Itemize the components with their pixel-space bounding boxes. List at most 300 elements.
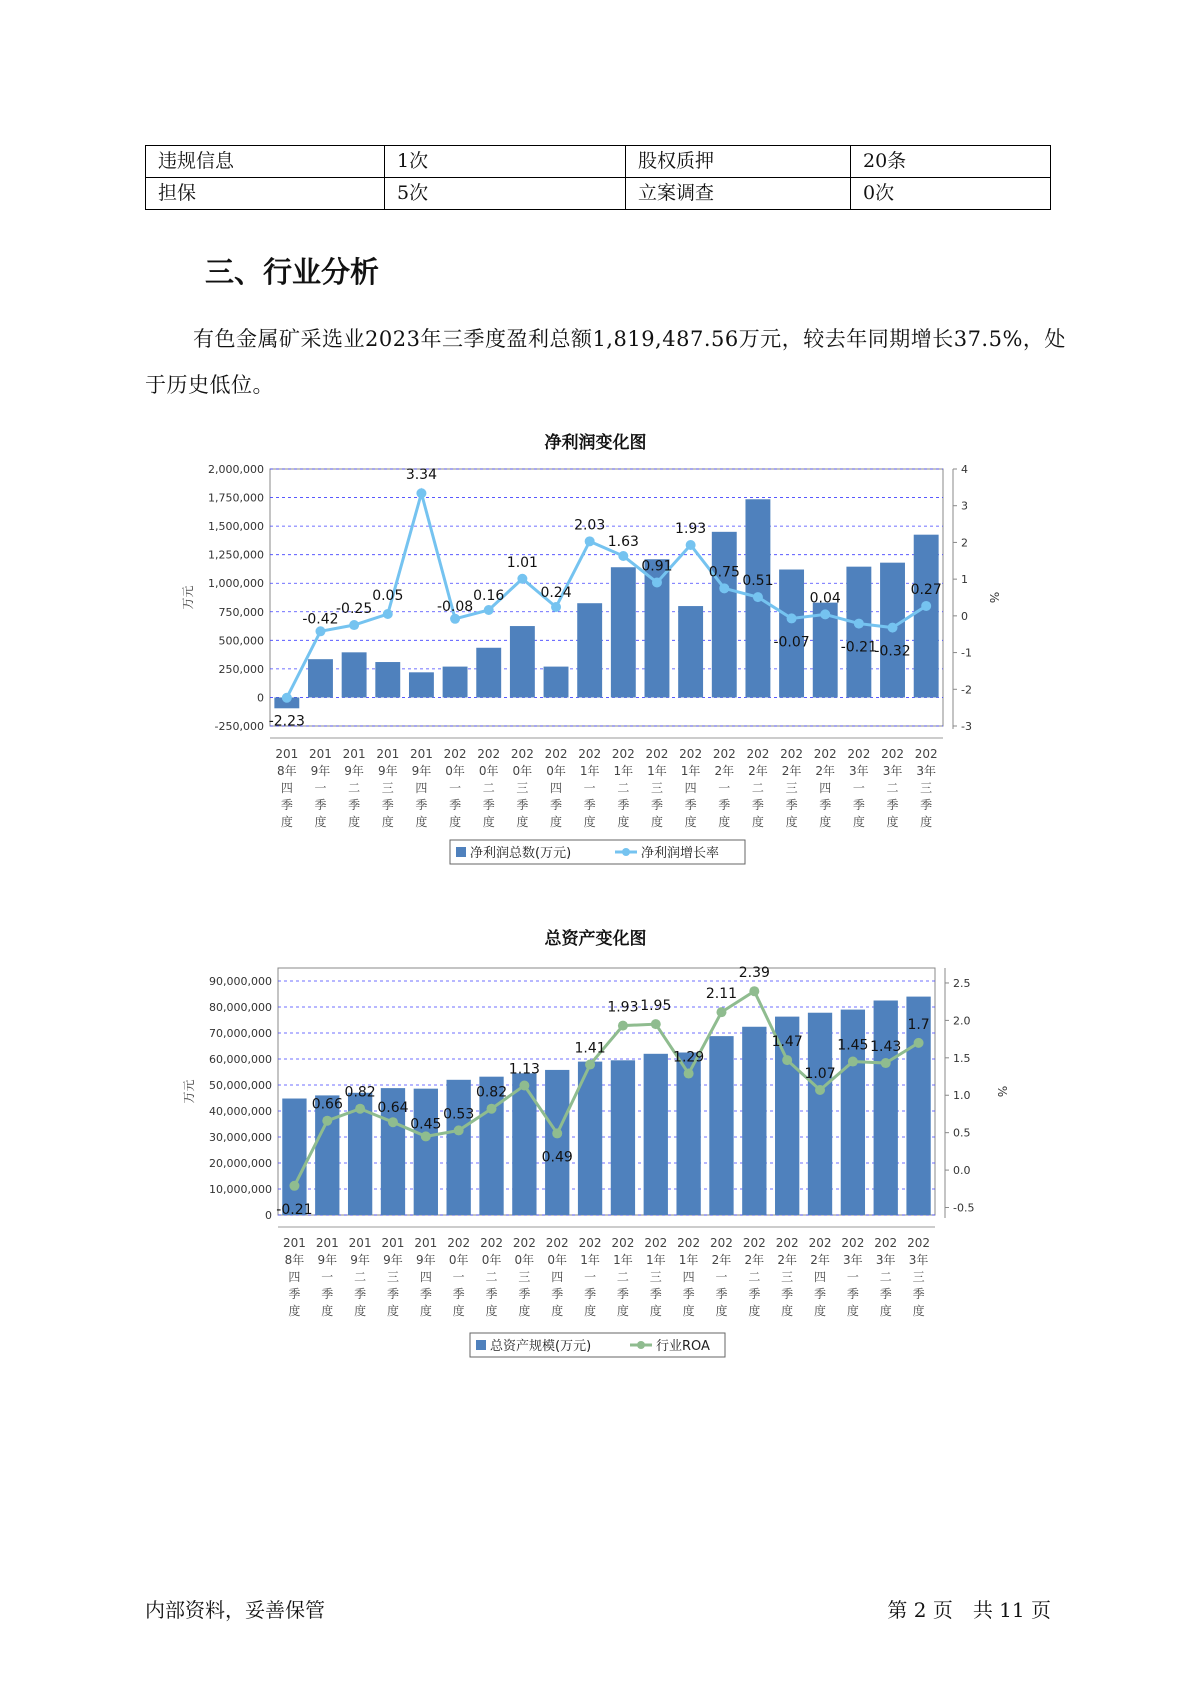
x-tick-label: 二 bbox=[485, 1270, 498, 1284]
bar bbox=[874, 1001, 898, 1216]
line-point bbox=[421, 1131, 431, 1141]
bar bbox=[914, 535, 939, 698]
x-tick-label: 202 bbox=[775, 1236, 799, 1250]
x-tick-label: 四 bbox=[814, 1270, 827, 1284]
x-tick-label: 201 bbox=[275, 747, 299, 761]
x-tick-label: 202 bbox=[710, 1236, 733, 1250]
x-tick-label: 201 bbox=[282, 1236, 306, 1250]
line-point bbox=[519, 1081, 529, 1091]
bar bbox=[611, 567, 636, 697]
table-row bbox=[146, 178, 1051, 210]
line-point bbox=[388, 1117, 398, 1127]
y2-tick-label: 3 bbox=[961, 499, 968, 513]
plot-area bbox=[270, 469, 943, 726]
x-tick-label: 度 bbox=[751, 815, 764, 829]
y-tick-label: 70,000,000 bbox=[209, 1027, 272, 1040]
line-point bbox=[450, 614, 460, 624]
x-tick-label: 2年 bbox=[781, 764, 802, 778]
line-point bbox=[815, 1085, 825, 1095]
bar bbox=[709, 1036, 733, 1215]
x-tick-label: 季 bbox=[314, 798, 327, 812]
bar bbox=[808, 1013, 832, 1215]
bar bbox=[510, 626, 535, 697]
y2-axis-label: % bbox=[987, 591, 1001, 604]
x-tick-label: 季 bbox=[751, 798, 764, 812]
x-tick-label: 季 bbox=[386, 1287, 399, 1301]
x-tick-label: 度 bbox=[452, 1304, 465, 1318]
x-tick-label: 202 bbox=[578, 1236, 602, 1250]
bar bbox=[544, 667, 569, 698]
data-label: 0.05 bbox=[372, 588, 404, 605]
x-tick-label: 3年 bbox=[882, 764, 903, 778]
x-tick-label: 202 bbox=[808, 1236, 832, 1250]
data-label: 0.64 bbox=[377, 1100, 409, 1117]
bar bbox=[375, 662, 400, 697]
x-tick-label: 度 bbox=[449, 815, 462, 829]
x-tick-label: 202 bbox=[480, 1236, 503, 1250]
x-tick-label: 一 bbox=[584, 1270, 597, 1284]
x-tick-label: 202 bbox=[447, 1236, 471, 1250]
x-tick-label: 季 bbox=[518, 1287, 531, 1301]
y2-tick-label: 2.0 bbox=[953, 1014, 971, 1028]
chart-title-profit: 净利润变化图 bbox=[544, 433, 647, 453]
x-tick-label: 一 bbox=[846, 1270, 859, 1284]
x-tick-label: 202 bbox=[510, 747, 534, 761]
data-label: 1.07 bbox=[804, 1066, 836, 1083]
x-tick-label: 季 bbox=[682, 1287, 695, 1301]
y2-tick-label: -1 bbox=[961, 646, 972, 660]
y2-tick-label: 1 bbox=[961, 573, 968, 587]
x-tick-label: 四 bbox=[280, 781, 293, 795]
line-point bbox=[322, 1116, 332, 1126]
x-tick-label: 202 bbox=[847, 747, 871, 761]
data-label: 1.45 bbox=[837, 1037, 869, 1054]
data-label: 0.49 bbox=[541, 1149, 573, 1166]
line-point bbox=[888, 623, 898, 633]
data-label: 0.27 bbox=[910, 581, 942, 598]
line-point bbox=[651, 1019, 661, 1029]
y2-tick-label: 0 bbox=[961, 609, 968, 623]
y-tick-label: 60,000,000 bbox=[209, 1053, 272, 1066]
bar bbox=[678, 606, 703, 697]
data-label: 0.82 bbox=[344, 1084, 376, 1101]
x-tick-label: 二 bbox=[748, 1270, 761, 1284]
table-cell: 5次 bbox=[385, 178, 626, 210]
x-tick-label: 202 bbox=[780, 747, 804, 761]
x-tick-label: 一 bbox=[452, 1270, 465, 1284]
x-tick-label: 三 bbox=[785, 781, 798, 795]
table-cell: 股权质押 bbox=[626, 146, 851, 178]
data-label: 1.93 bbox=[607, 999, 639, 1016]
y-tick-label: 40,000,000 bbox=[209, 1105, 272, 1118]
x-tick-label: 度 bbox=[348, 815, 361, 829]
x-tick-label: 季 bbox=[748, 1287, 761, 1301]
line-point bbox=[921, 601, 931, 611]
x-tick-label: 度 bbox=[551, 1304, 564, 1318]
x-tick-label: 季 bbox=[381, 798, 394, 812]
x-tick-label: 201 bbox=[309, 747, 332, 761]
bar bbox=[342, 652, 367, 697]
y-tick-label: 80,000,000 bbox=[209, 1001, 272, 1014]
x-tick-label: 度 bbox=[649, 1304, 662, 1318]
x-tick-label: 2年 bbox=[810, 1253, 830, 1267]
x-tick-label: 季 bbox=[482, 798, 495, 812]
x-tick-label: 1年 bbox=[579, 764, 600, 778]
x-tick-label: 度 bbox=[846, 1304, 859, 1318]
x-tick-label: 季 bbox=[321, 1287, 334, 1301]
line-point bbox=[848, 1057, 858, 1067]
x-tick-label: 8年 bbox=[284, 1253, 305, 1267]
x-tick-label: 2年 bbox=[711, 1253, 732, 1267]
x-tick-label: 季 bbox=[781, 1287, 794, 1301]
x-tick-label: 201 bbox=[348, 1236, 372, 1250]
x-tick-label: 202 bbox=[881, 747, 904, 761]
x-tick-label: 度 bbox=[682, 1304, 695, 1318]
x-tick-label: 二 bbox=[348, 781, 361, 795]
data-label: 0.24 bbox=[540, 585, 572, 602]
x-tick-label: 202 bbox=[443, 747, 467, 761]
x-tick-label: 度 bbox=[288, 1304, 301, 1318]
x-tick-label: 季 bbox=[485, 1287, 498, 1301]
data-label: 1.13 bbox=[508, 1061, 540, 1078]
x-tick-label: 二 bbox=[879, 1270, 892, 1284]
legend-line-marker bbox=[637, 1341, 645, 1349]
y2-tick-label: 1.5 bbox=[953, 1051, 971, 1065]
x-tick-label: 度 bbox=[482, 815, 495, 829]
bar bbox=[414, 1089, 438, 1215]
x-tick-label: 1年 bbox=[580, 1253, 600, 1267]
x-tick-label: 四 bbox=[415, 781, 428, 795]
x-tick-label: 3年 bbox=[908, 1253, 929, 1267]
x-tick-label: 202 bbox=[578, 747, 602, 761]
x-tick-label: 度 bbox=[920, 815, 933, 829]
bar bbox=[577, 603, 602, 697]
x-tick-label: 季 bbox=[814, 1287, 827, 1301]
legend-line-marker bbox=[622, 848, 630, 856]
legend-label: 行业ROA bbox=[656, 1339, 710, 1354]
x-tick-label: 0年 bbox=[448, 1253, 469, 1267]
line-point bbox=[820, 609, 830, 619]
x-tick-label: 一 bbox=[449, 781, 462, 795]
x-tick-label: 202 bbox=[813, 747, 837, 761]
data-label: -0.07 bbox=[773, 634, 810, 651]
section-title: 三、行业分析 bbox=[205, 255, 380, 289]
y-tick-label: 1,500,000 bbox=[208, 520, 264, 534]
data-label: 1.7 bbox=[907, 1016, 930, 1033]
x-tick-label: 季 bbox=[886, 798, 899, 812]
x-tick-label: 0年 bbox=[546, 764, 566, 778]
bar bbox=[545, 1070, 569, 1215]
x-tick-label: 二 bbox=[482, 781, 495, 795]
line-point bbox=[618, 1021, 628, 1031]
x-tick-label: 1年 bbox=[680, 764, 701, 778]
legend-bar-swatch bbox=[476, 1340, 486, 1350]
table-cell: 违规信息 bbox=[146, 146, 385, 178]
x-tick-label: 三 bbox=[781, 1270, 794, 1284]
table-cell: 担保 bbox=[146, 178, 385, 210]
bar bbox=[846, 567, 871, 698]
x-tick-label: 度 bbox=[781, 1304, 794, 1318]
data-label: 0.16 bbox=[473, 587, 505, 604]
line-point bbox=[487, 1104, 497, 1114]
x-tick-label: 季 bbox=[516, 798, 529, 812]
x-tick-label: 1年 bbox=[613, 1253, 633, 1267]
data-label: 0.53 bbox=[443, 1106, 475, 1123]
x-tick-label: 9年 bbox=[344, 764, 364, 778]
y2-tick-label: 1.0 bbox=[953, 1089, 971, 1103]
x-tick-label: 二 bbox=[616, 1270, 629, 1284]
x-tick-label: 季 bbox=[583, 798, 596, 812]
x-tick-label: 季 bbox=[288, 1287, 301, 1301]
line-point bbox=[749, 986, 759, 996]
x-tick-label: 201 bbox=[414, 1236, 438, 1250]
data-label: 1.43 bbox=[870, 1039, 902, 1056]
data-label: 3.34 bbox=[405, 467, 438, 484]
x-tick-label: 9年 bbox=[310, 764, 331, 778]
analysis-paragraph: 有色金属矿采选业2023年三季度盈利总额1,819,487.56万元，较去年同期增长37.5%，处于历史低位。 bbox=[145, 327, 1066, 397]
x-tick-label: 季 bbox=[550, 798, 563, 812]
x-tick-label: 度 bbox=[584, 1304, 597, 1318]
x-tick-label: 3年 bbox=[843, 1253, 863, 1267]
data-label: 0.75 bbox=[708, 564, 740, 581]
x-tick-label: 一 bbox=[314, 781, 327, 795]
x-tick-label: 9年 bbox=[411, 764, 432, 778]
info-table bbox=[145, 145, 1051, 210]
y-tick-label: 2,000,000 bbox=[208, 463, 264, 476]
line-point bbox=[914, 1038, 924, 1048]
x-tick-label: 201 bbox=[376, 747, 400, 761]
x-tick-label: 季 bbox=[879, 1287, 892, 1301]
line-point bbox=[686, 540, 696, 550]
bar bbox=[611, 1060, 635, 1215]
data-label: 2.11 bbox=[705, 986, 738, 1003]
x-tick-label: 二 bbox=[617, 781, 630, 795]
x-tick-label: 季 bbox=[616, 1287, 629, 1301]
bar bbox=[282, 1099, 306, 1215]
legend-label: 总资产规模(万元) bbox=[490, 1339, 592, 1354]
x-tick-label: 季 bbox=[846, 1287, 859, 1301]
x-tick-label: 202 bbox=[742, 1236, 766, 1250]
line-point bbox=[618, 551, 628, 561]
x-tick-label: 2年 bbox=[777, 1253, 797, 1267]
data-label: -0.21 bbox=[840, 639, 877, 656]
bar bbox=[644, 1054, 668, 1215]
x-tick-label: 季 bbox=[852, 798, 865, 812]
x-tick-label: 202 bbox=[544, 747, 568, 761]
y-axis-label: 万元 bbox=[182, 1079, 196, 1104]
bar bbox=[315, 1095, 339, 1215]
line-point bbox=[383, 609, 393, 619]
data-label: -0.21 bbox=[276, 1201, 313, 1218]
x-tick-label: 度 bbox=[819, 815, 832, 829]
line-point bbox=[585, 1060, 595, 1070]
x-tick-label: 0年 bbox=[514, 1253, 535, 1267]
x-tick-label: 一 bbox=[321, 1270, 334, 1284]
x-tick-label: 四 bbox=[419, 1270, 432, 1284]
y2-tick-label: -0.5 bbox=[953, 1201, 975, 1215]
x-tick-label: 度 bbox=[314, 815, 327, 829]
x-tick-label: 三 bbox=[912, 1270, 925, 1284]
line-point bbox=[282, 693, 292, 703]
table-cell: 立案调查 bbox=[626, 178, 851, 210]
x-tick-label: 季 bbox=[785, 798, 798, 812]
x-tick-label: 季 bbox=[449, 798, 462, 812]
x-tick-label: 度 bbox=[748, 1304, 761, 1318]
footer-left: 内部资料，妥善保管 bbox=[145, 1598, 325, 1622]
line-point bbox=[349, 620, 359, 630]
x-tick-label: 2年 bbox=[744, 1253, 765, 1267]
x-tick-label: 度 bbox=[718, 815, 731, 829]
bar bbox=[712, 532, 737, 698]
x-tick-label: 1年 bbox=[645, 1253, 666, 1267]
y2-tick-label: 2.5 bbox=[953, 976, 971, 990]
y-tick-label: 1,750,000 bbox=[208, 491, 264, 505]
data-label: -2.23 bbox=[268, 713, 305, 730]
x-tick-label: 二 bbox=[886, 781, 899, 795]
line-point bbox=[716, 1007, 726, 1017]
x-tick-label: 0年 bbox=[512, 764, 533, 778]
x-tick-label: 202 bbox=[645, 747, 669, 761]
x-tick-label: 9年 bbox=[383, 1253, 403, 1267]
x-tick-label: 2年 bbox=[815, 764, 836, 778]
x-tick-label: 三 bbox=[381, 781, 394, 795]
x-tick-label: 季 bbox=[584, 1287, 597, 1301]
legend-label: 净利润增长率 bbox=[641, 846, 720, 861]
x-tick-label: 2年 bbox=[714, 764, 735, 778]
data-label: 2.39 bbox=[738, 965, 770, 982]
x-tick-label: 202 bbox=[841, 1236, 865, 1250]
x-tick-label: 0年 bbox=[445, 764, 465, 778]
bar bbox=[476, 648, 501, 698]
x-tick-label: 季 bbox=[415, 798, 428, 812]
line-point bbox=[552, 1128, 562, 1138]
data-label: 1.93 bbox=[675, 520, 707, 537]
x-tick-label: 3年 bbox=[916, 764, 936, 778]
data-label: 0.91 bbox=[641, 558, 673, 575]
data-label: 1.63 bbox=[607, 534, 639, 551]
y-tick-label: 0 bbox=[257, 691, 264, 705]
x-tick-label: 1年 bbox=[647, 764, 667, 778]
y-tick-label: 0 bbox=[265, 1209, 272, 1222]
y-axis-label: 万元 bbox=[181, 585, 195, 610]
data-label: -0.32 bbox=[874, 643, 911, 660]
x-tick-label: 四 bbox=[684, 781, 697, 795]
x-tick-label: 季 bbox=[920, 798, 933, 812]
bar bbox=[447, 1080, 471, 1215]
x-tick-label: 一 bbox=[583, 781, 596, 795]
x-tick-label: 9年 bbox=[317, 1253, 338, 1267]
line-point bbox=[551, 602, 561, 612]
x-tick-label: 季 bbox=[718, 798, 731, 812]
data-label: 0.66 bbox=[311, 1096, 343, 1113]
line-point bbox=[684, 1069, 694, 1079]
profit-chart bbox=[0, 455, 1191, 875]
line-point bbox=[787, 613, 797, 623]
table-cell: 20条 bbox=[851, 146, 1051, 178]
x-tick-label: 3年 bbox=[849, 764, 869, 778]
x-tick-label: 度 bbox=[715, 1304, 728, 1318]
x-tick-label: 度 bbox=[381, 815, 394, 829]
x-tick-label: 202 bbox=[712, 747, 736, 761]
x-tick-label: 201 bbox=[381, 1236, 405, 1250]
y2-tick-label: 4 bbox=[961, 463, 968, 476]
x-tick-label: 四 bbox=[551, 1270, 564, 1284]
data-label: 1.41 bbox=[574, 1040, 606, 1057]
x-tick-label: 季 bbox=[452, 1287, 465, 1301]
x-tick-label: 度 bbox=[419, 1304, 432, 1318]
line-point bbox=[289, 1181, 299, 1191]
data-label: -0.42 bbox=[302, 611, 339, 628]
x-tick-label: 季 bbox=[280, 798, 293, 812]
x-tick-label: 9年 bbox=[377, 764, 398, 778]
x-tick-label: 度 bbox=[583, 815, 596, 829]
data-label: 0.04 bbox=[809, 590, 841, 607]
x-tick-label: 四 bbox=[288, 1270, 301, 1284]
x-tick-label: 季 bbox=[551, 1287, 564, 1301]
x-tick-label: 四 bbox=[819, 781, 832, 795]
x-tick-label: 202 bbox=[746, 747, 770, 761]
bar bbox=[308, 659, 333, 697]
x-tick-label: 1年 bbox=[613, 764, 634, 778]
line-point bbox=[719, 583, 729, 593]
x-tick-label: 二 bbox=[751, 781, 764, 795]
x-tick-label: 202 bbox=[874, 1236, 898, 1250]
x-tick-label: 三 bbox=[650, 781, 663, 795]
legend-label: 净利润总数(万元) bbox=[470, 846, 572, 861]
x-tick-label: 度 bbox=[814, 1304, 827, 1318]
data-label: 1.47 bbox=[771, 1034, 803, 1051]
y2-axis-label: % bbox=[995, 1085, 1009, 1098]
x-tick-label: 季 bbox=[819, 798, 832, 812]
x-tick-label: 度 bbox=[650, 815, 663, 829]
x-tick-label: 度 bbox=[912, 1304, 925, 1318]
y-tick-label: 750,000 bbox=[218, 605, 264, 619]
y-tick-label: 50,000,000 bbox=[209, 1079, 272, 1092]
x-tick-label: 度 bbox=[785, 815, 798, 829]
line-point bbox=[652, 577, 662, 587]
assets-chart bbox=[0, 955, 1191, 1375]
data-label: 0.82 bbox=[475, 1084, 508, 1101]
line-point bbox=[585, 536, 595, 546]
x-tick-label: 度 bbox=[516, 815, 529, 829]
x-tick-label: 1年 bbox=[678, 1253, 699, 1267]
line-point bbox=[416, 488, 426, 498]
bar bbox=[742, 1027, 766, 1215]
y-tick-label: 250,000 bbox=[218, 662, 264, 676]
x-tick-label: 度 bbox=[280, 815, 293, 829]
x-tick-label: 度 bbox=[886, 815, 899, 829]
x-tick-label: 202 bbox=[545, 1236, 569, 1250]
bar bbox=[443, 667, 468, 698]
x-tick-label: 202 bbox=[914, 747, 938, 761]
x-tick-label: 2年 bbox=[748, 764, 768, 778]
footer-page-number: 第 2 页 共 11 页 bbox=[887, 1598, 1051, 1622]
x-tick-label: 季 bbox=[650, 798, 663, 812]
y-tick-label: -250,000 bbox=[214, 720, 264, 733]
line-point bbox=[315, 626, 325, 636]
line-point bbox=[484, 605, 494, 615]
x-tick-label: 三 bbox=[920, 781, 933, 795]
x-tick-label: 季 bbox=[715, 1287, 728, 1301]
x-tick-label: 202 bbox=[611, 747, 635, 761]
x-tick-label: 202 bbox=[677, 1236, 701, 1250]
y-tick-label: 500,000 bbox=[218, 634, 264, 648]
chart-title-assets: 总资产变化图 bbox=[544, 929, 647, 949]
x-tick-label: 季 bbox=[354, 1287, 367, 1301]
x-tick-label: 季 bbox=[649, 1287, 662, 1301]
x-tick-label: 度 bbox=[321, 1304, 334, 1318]
x-tick-label: 度 bbox=[617, 815, 630, 829]
